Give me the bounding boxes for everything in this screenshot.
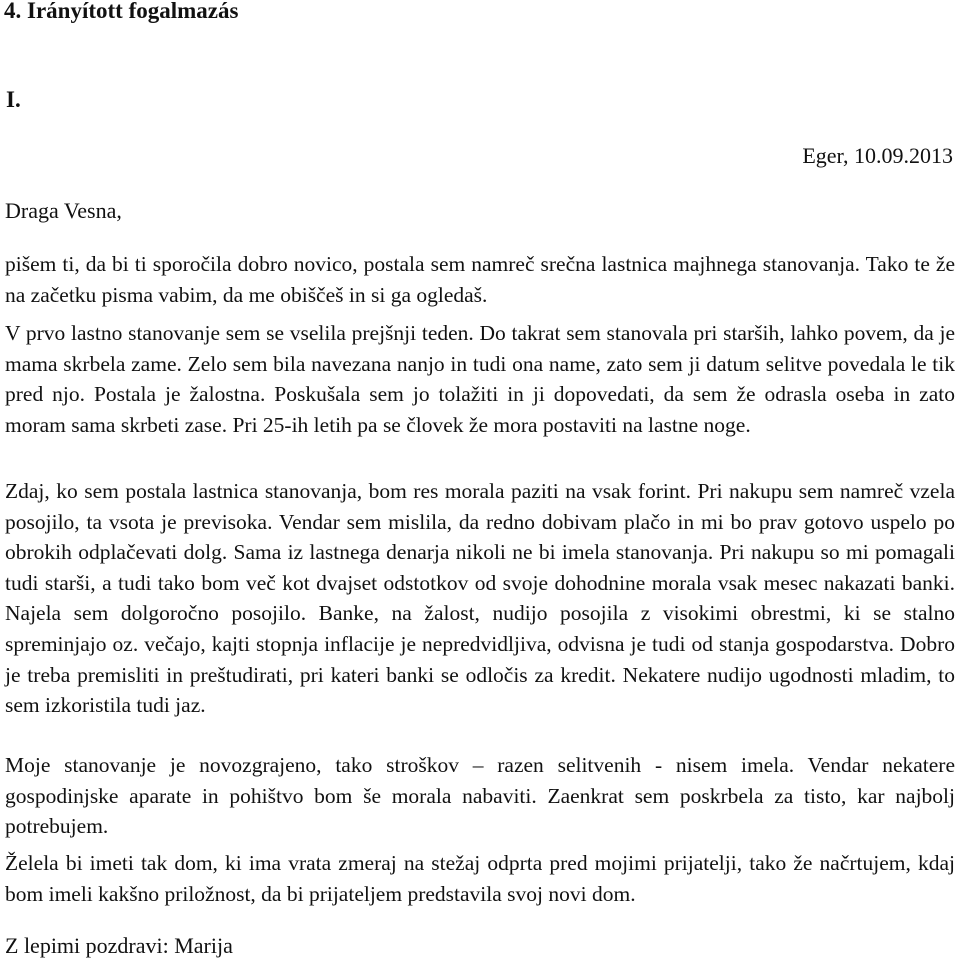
letter-paragraph: V prvo lastno stanovanje sem se vselila prejšnji teden. Do takrat sem stanovala pri starših, lahko povem, da je mama skrbela zame. Zelo sem bila navezana nanjo in tudi ona name, zato sem ji datum selitve povedala le tik pred njo. Postala je žalostna. Poskušala sem jo tolažiti in ji dopovedati, da sem že odrasla oseba in zato moram sama skrbeti zase. Pri 25-ih letih pa se človek že mora postaviti na lastne noge. (5, 321, 955, 437)
section-number: I. (6, 87, 21, 112)
letter-dateline: Eger, 10.09.2013 (802, 143, 953, 168)
letter-paragraph: pišem ti, da bi ti sporočila dobro novico, postala sem namreč srečna lastnica majhnega stanovanja. Tako te že na začetku pisma vabim, da me obiščeš in si ga ogledaš. (5, 252, 955, 307)
letter-greeting: Draga Vesna, (5, 198, 122, 223)
letter-paragraph: Želela bi imeti tak dom, ki ima vrata zmeraj na stežaj odprta pred mojimi prijatelji, tako že načrtujem, kdaj bom imeli kakšno priložnost, da bi prijateljem predstavila svoj novi dom. (5, 851, 955, 906)
letter-paragraph: Moje stanovanje je novozgrajeno, tako stroškov – razen selitvenih - nisem imela. Vendar nekatere gospodinjske aparate in pohištvo bom še morala nabaviti. Zaenkrat sem poskrbela za tisto, kar najbolj potrebujem. (5, 753, 955, 839)
letter-paragraph: Zdaj, ko sem postala lastnica stanovanja, bom res morala paziti na vsak forint. Pri nakupu sem namreč vzela posojilo, ta vsota je previsoka. Vendar sem mislila, da redno dobivam plačo in mi bo prav gotovo uspelo po obrokih odplačevati dolg. Sama iz lastnega denarja nikoli ne bi imela stanovanja. Pri nakupu so mi pomagali tudi starši, a tudi tako bom več kot dvajset odstotkov od svoje dohodnine morala vsak mesec nakazati banki. Najela sem dolgoročno posojilo. Banke, na žalost, nudijo posojila z visokimi obrestmi, ki se stalno spreminjajo oz. večajo, kajti stopnja inflacije je nepredvidljiva, odvisna je tudi od stanja gospodarstva. Dobro je treba premisliti in preštudirati, pri kateri banki se odločis za kredit. Nekatere nudijo ugodnosti mladim, to sem izkoristila tudi jaz. (5, 479, 955, 718)
document-heading: 4. Irányított fogalmazás (4, 0, 239, 23)
letter-closing: Z lepimi pozdravi: Marija (5, 933, 233, 958)
